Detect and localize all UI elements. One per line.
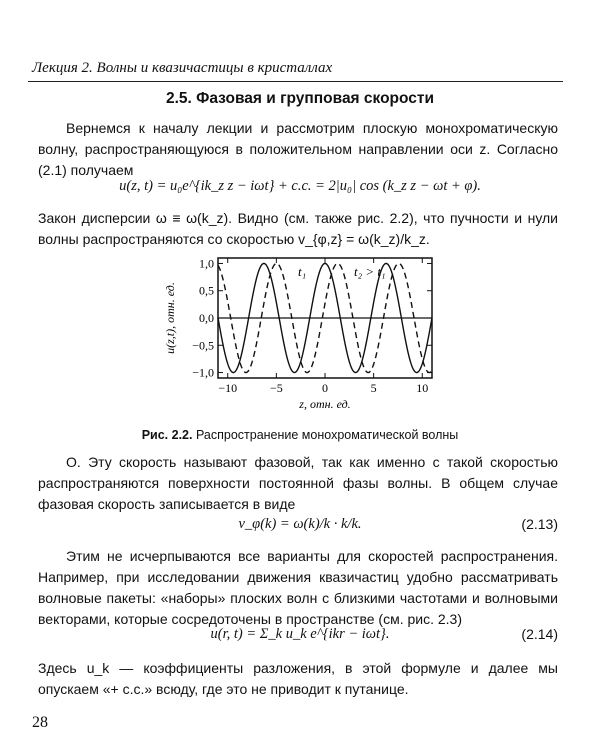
y-tick-label: 0,5 [199,283,214,298]
x-tick-label: −10 [218,381,238,395]
annotation-t1: t₁ [298,264,307,279]
y-tick-label: 0,0 [199,311,214,325]
y-tick-label: 1,0 [199,256,214,271]
paragraph-5: Здесь u_k — коэффициенты разложения, в этой формуле и далее мы опускаем «+ c.c.» всюду, где это не приводит к путанице. [38,660,558,697]
y-axis-label: u(z,t), отн. ед. [163,282,177,354]
equation-number-2-13: (2.13) [521,516,558,532]
equation-number-2-14: (2.14) [521,626,558,642]
y-tick-label: −1,0 [192,365,214,380]
formula-1-text: u(z, t) = u₀e^{ik_z z − iωt} + c.c. = 2|u₀| cos (k_z z − ωt + φ). [119,178,481,194]
x-tick-label: 10 [416,381,429,395]
running-header: Лекция 2. Волны и квазичастицы в кристаллах [32,60,333,76]
x-tick-label: 5 [370,381,377,395]
figure-caption [0,428,600,442]
paragraph-4: Этим не исчерпываются все варианты для скоростей распространения. Например, при исследовании движения квазичастиц удобно рассматривать волновые пакеты: «наборы» плоских волн с близкими частотами и волновыми векторами, которые сосредоточены в пространстве (см. рис. 2.3) [38,548,558,627]
section-title: 2.5. Фазовая и групповая скорости [165,90,435,107]
x-tick-label: 0 [322,381,328,395]
figure-caption-label: Рис. 2.2. [141,428,193,442]
x-axis-label: z, отн. ед. [299,397,351,411]
paragraph-2: Закон дисперсии ω ≡ ω(k_z). Видно (см. также рис. 2.2), что пучности и нули волны распространяются со скоростью v_{φ,z} = ω(k_z)/k_z. [38,210,558,247]
figure-caption-text: Распространение монохроматической волны [195,428,459,442]
header-divider [28,81,563,82]
annotation-t2: t₂ > t₁ [354,264,386,279]
formula-1 [0,178,600,195]
formula-2-text: v_φ(k) = ω(k)/k · k/k. [238,516,362,532]
paragraph-1: Вернемся к началу лекции и рассмотрим плоскую монохроматическую волну, распространяющуюся в положительном направлении оси z. Согласно (2.1) получаем [38,120,558,178]
formula-3-text: u(r, t) = Σ_k u_k e^{ikr − iωt}. [210,626,390,642]
page-number: 28 [32,714,48,731]
paragraph-3: О. Эту скорость называют фазовой, так как именно с такой скоростью распространяются поверхности постоянной фазы волны. В общем случае фазовая скорость записывается в виде [38,454,558,512]
y-tick-label: −0,5 [192,338,214,353]
x-tick-label: −5 [269,381,283,395]
formula-2 [0,516,600,533]
figure-2-2 [0,248,600,418]
formula-3 [0,626,600,643]
